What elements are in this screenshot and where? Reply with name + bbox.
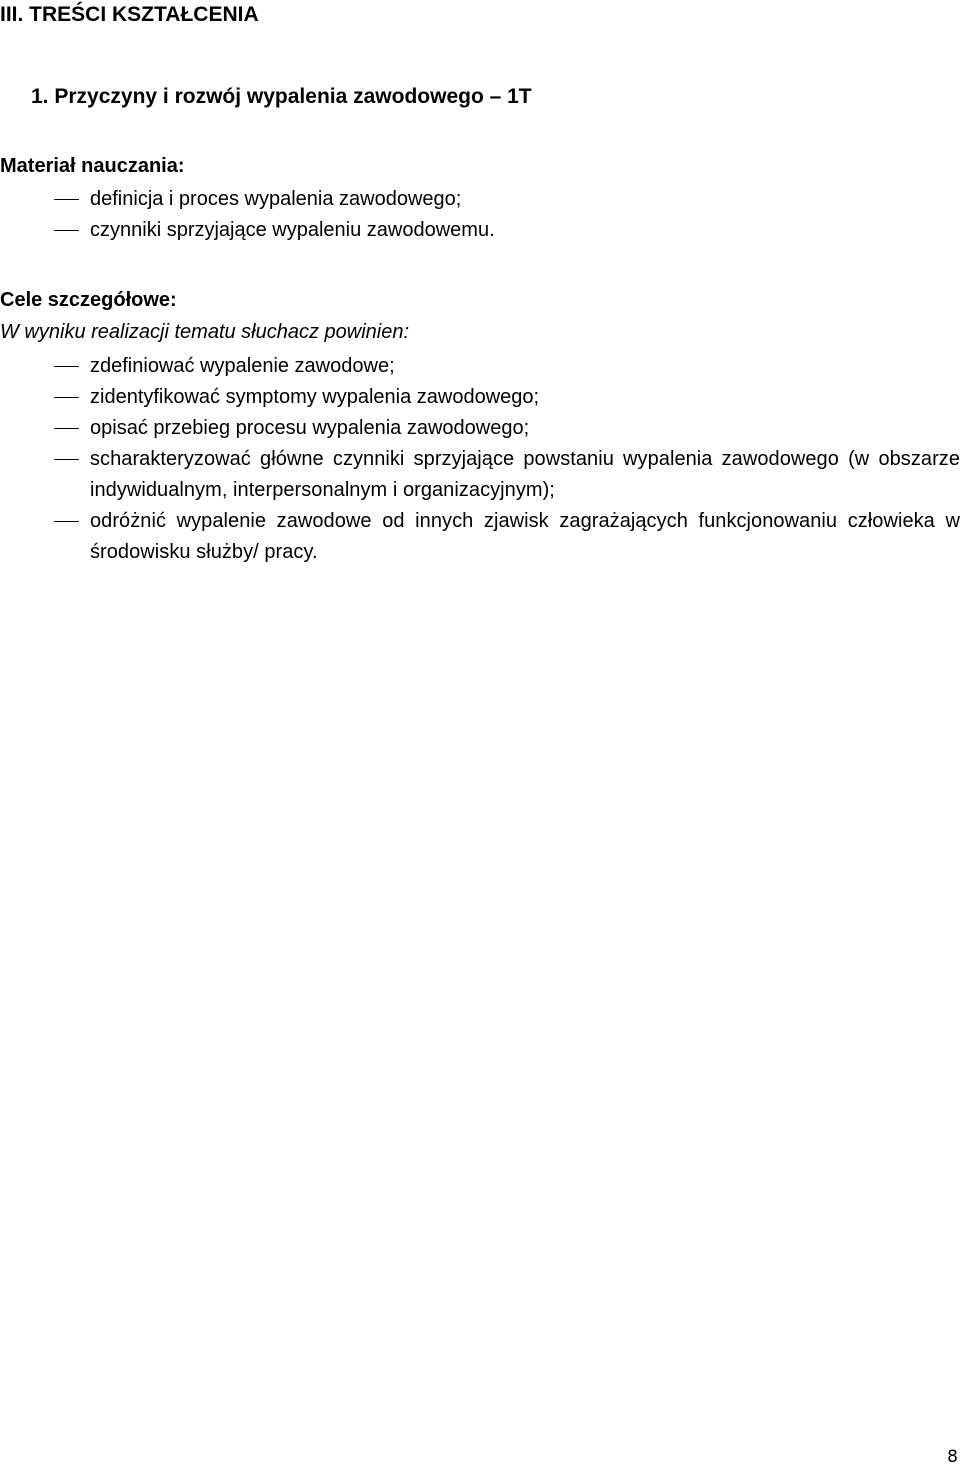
material-label: Materiał nauczania:: [0, 155, 185, 177]
list-item: [0, 351, 960, 382]
list-item: [0, 413, 960, 444]
list-item-text: czynniki sprzyjające wypaleniu zawodowemu.: [90, 219, 495, 241]
page-number: 8: [947, 1447, 958, 1467]
dash-bullet-icon: [54, 521, 79, 522]
dash-bullet-icon: [54, 199, 79, 200]
list-item-text: definicja i proces wypalenia zawodowego;: [90, 188, 462, 210]
list-item-text: zidentyfikować symptomy wypalenia zawodowego;: [90, 386, 540, 408]
dash-bullet-icon: [54, 459, 79, 460]
goals-intro: W wyniku realizacji tematu słuchacz powinien:: [0, 321, 410, 343]
dash-bullet-icon: [54, 230, 79, 231]
list-item: [0, 382, 960, 413]
list-item: [0, 506, 960, 568]
goals-label: Cele szczegółowe:: [0, 289, 177, 311]
list-item: [0, 184, 960, 215]
list-item-text: zdefiniować wypalenie zawodowe;: [90, 355, 395, 377]
material-list: [0, 184, 960, 246]
dash-bullet-icon: [54, 366, 79, 367]
list-item-text: scharakteryzować główne czynniki sprzyjające powstaniu wypalenia zawodowego (w obszarze indywidualnym, interpersonalnym i organizacyjnym);: [90, 448, 960, 501]
list-item-text: odróżnić wypalenie zawodowe od innych zjawisk zagrażających funkcjonowaniu człowieka w środowisku służby/ pracy.: [90, 510, 960, 563]
list-item: [0, 444, 960, 506]
goals-list: [0, 351, 960, 568]
list-item-text: opisać przebieg procesu wypalenia zawodowego;: [90, 417, 530, 439]
dash-bullet-icon: [54, 428, 79, 429]
section-heading: III. TREŚCI KSZTAŁCENIA: [0, 3, 259, 26]
dash-bullet-icon: [54, 397, 79, 398]
list-item: [0, 215, 960, 246]
subsection-heading: 1. Przyczyny i rozwój wypalenia zawodowego – 1T: [31, 85, 532, 108]
